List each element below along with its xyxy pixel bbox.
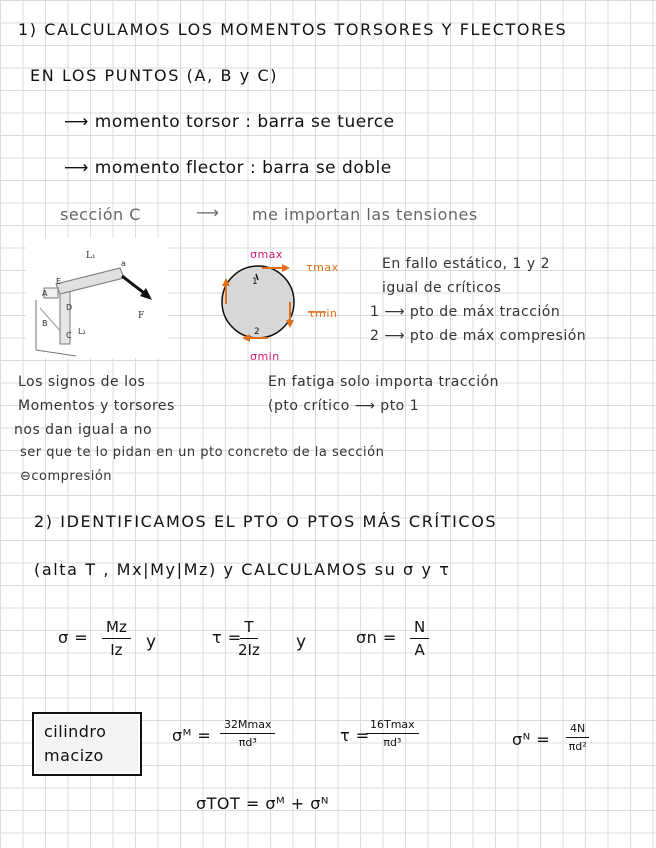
sigma-y: y bbox=[146, 632, 157, 652]
sigma-n-numerator: N bbox=[410, 618, 429, 639]
tau-fraction bbox=[238, 618, 260, 659]
tau-max-label: τmax bbox=[306, 261, 339, 274]
point-2-label: 2 bbox=[254, 327, 260, 337]
label-b: B bbox=[42, 319, 48, 328]
def-torsor-text: momento torsor : barra se tuerce bbox=[94, 112, 395, 132]
sigma-fraction bbox=[102, 618, 131, 659]
section-label: sección C bbox=[60, 205, 141, 224]
label-e: E bbox=[56, 277, 62, 286]
beam-diagram bbox=[26, 238, 168, 358]
total-stress-formula: σTOT = σᴹ + σᴺ bbox=[196, 794, 329, 813]
arrow-icon: ⟶ bbox=[64, 158, 89, 178]
box-line-1: cilindro bbox=[44, 722, 107, 741]
sigma-numerator: Mz bbox=[102, 618, 131, 639]
signs-note-line-1: Los signos de los bbox=[18, 374, 146, 390]
sigma-n-label: σn = bbox=[356, 628, 397, 647]
sigma-n-fraction bbox=[410, 618, 429, 659]
signs-note-line-3: nos dan igual a no bbox=[14, 422, 153, 438]
static-note-line-2: igual de críticos bbox=[382, 280, 502, 296]
tau-2-label: τ = bbox=[340, 726, 370, 745]
section-text: me importan las tensiones bbox=[252, 205, 478, 224]
tau-numerator: T bbox=[240, 618, 257, 639]
label-c: C bbox=[66, 331, 72, 340]
fatigue-note-line-2: (pto crítico ⟶ pto 1 bbox=[268, 398, 420, 414]
def-flector-text: momento flector : barra se doble bbox=[94, 158, 392, 178]
box-line-2: macizo bbox=[44, 746, 104, 765]
sigma-n-2-fraction bbox=[566, 722, 589, 753]
fatigue-note-line-1: En fatiga solo importa tracción bbox=[268, 374, 500, 390]
sigma-max-label: σmax bbox=[250, 248, 283, 261]
sigma-n-2-label: σᴺ = bbox=[512, 730, 551, 749]
heading-2-line-2: (alta T , Mx|My|Mz) y CALCULAMOS su σ y τ bbox=[34, 560, 451, 579]
arrow-right-icon bbox=[282, 264, 290, 272]
sigma-n-2-denominator: πd² bbox=[568, 740, 587, 753]
sigma-denominator: Iz bbox=[110, 641, 123, 659]
label-a-point: A bbox=[42, 289, 48, 298]
label-a: a bbox=[121, 259, 126, 268]
arrow-icon: ⟶ bbox=[64, 112, 89, 132]
sigma-m-fraction bbox=[220, 718, 275, 749]
label-l1: L₁ bbox=[86, 251, 96, 261]
sigma-n-2-numerator: 4N bbox=[566, 722, 589, 738]
tau-y: y bbox=[296, 632, 307, 652]
tau-min-label: τmin bbox=[308, 307, 338, 320]
sigma-label: σ = bbox=[58, 628, 89, 647]
label-l2: L₂ bbox=[78, 327, 86, 336]
sigma-m-numerator: 32Mmax bbox=[220, 718, 275, 734]
tau-2-fraction bbox=[366, 718, 419, 749]
point-1-label: 1 bbox=[252, 277, 258, 287]
label-d: D bbox=[66, 303, 73, 312]
solid-cylinder-box bbox=[32, 712, 142, 776]
label-f: F bbox=[138, 311, 145, 321]
heading-1-line-1: 1) CALCULAMOS LOS MOMENTOS TORSORES Y FLECTORES bbox=[18, 20, 568, 39]
static-note-line-1: En fallo estático, 1 y 2 bbox=[382, 256, 550, 272]
signs-note-line-5: ⊖compresión bbox=[20, 469, 113, 484]
signs-note-line-2: Momentos y torsores bbox=[18, 398, 175, 414]
heading-1-line-2: EN LOS PUNTOS (A, B y C) bbox=[30, 66, 279, 85]
sigma-n-denominator: A bbox=[414, 641, 425, 659]
static-note-line-4: 2 ⟶ pto de máx compresión bbox=[370, 328, 587, 344]
def-flector bbox=[64, 158, 392, 178]
tau-denominator: 2Iz bbox=[238, 641, 260, 659]
arrow-icon: ⟶ bbox=[196, 203, 220, 222]
tau-label: τ = bbox=[212, 628, 242, 647]
signs-note-line-4: ser que te lo pidan en un pto concreto de la sección bbox=[20, 445, 385, 460]
sigma-m-label: σᴹ = bbox=[172, 726, 212, 745]
def-torsor bbox=[64, 112, 395, 132]
heading-2-line-1: 2) IDENTIFICAMOS EL PTO O PTOS MÁS CRÍTICOS bbox=[34, 512, 498, 531]
tau-2-denominator: πd³ bbox=[383, 736, 402, 749]
sigma-min-label: σmin bbox=[250, 350, 280, 363]
sigma-m-denominator: πd³ bbox=[238, 736, 257, 749]
static-note-line-3: 1 ⟶ pto de máx tracción bbox=[370, 304, 561, 320]
tau-2-numerator: 16Tmax bbox=[366, 718, 419, 734]
